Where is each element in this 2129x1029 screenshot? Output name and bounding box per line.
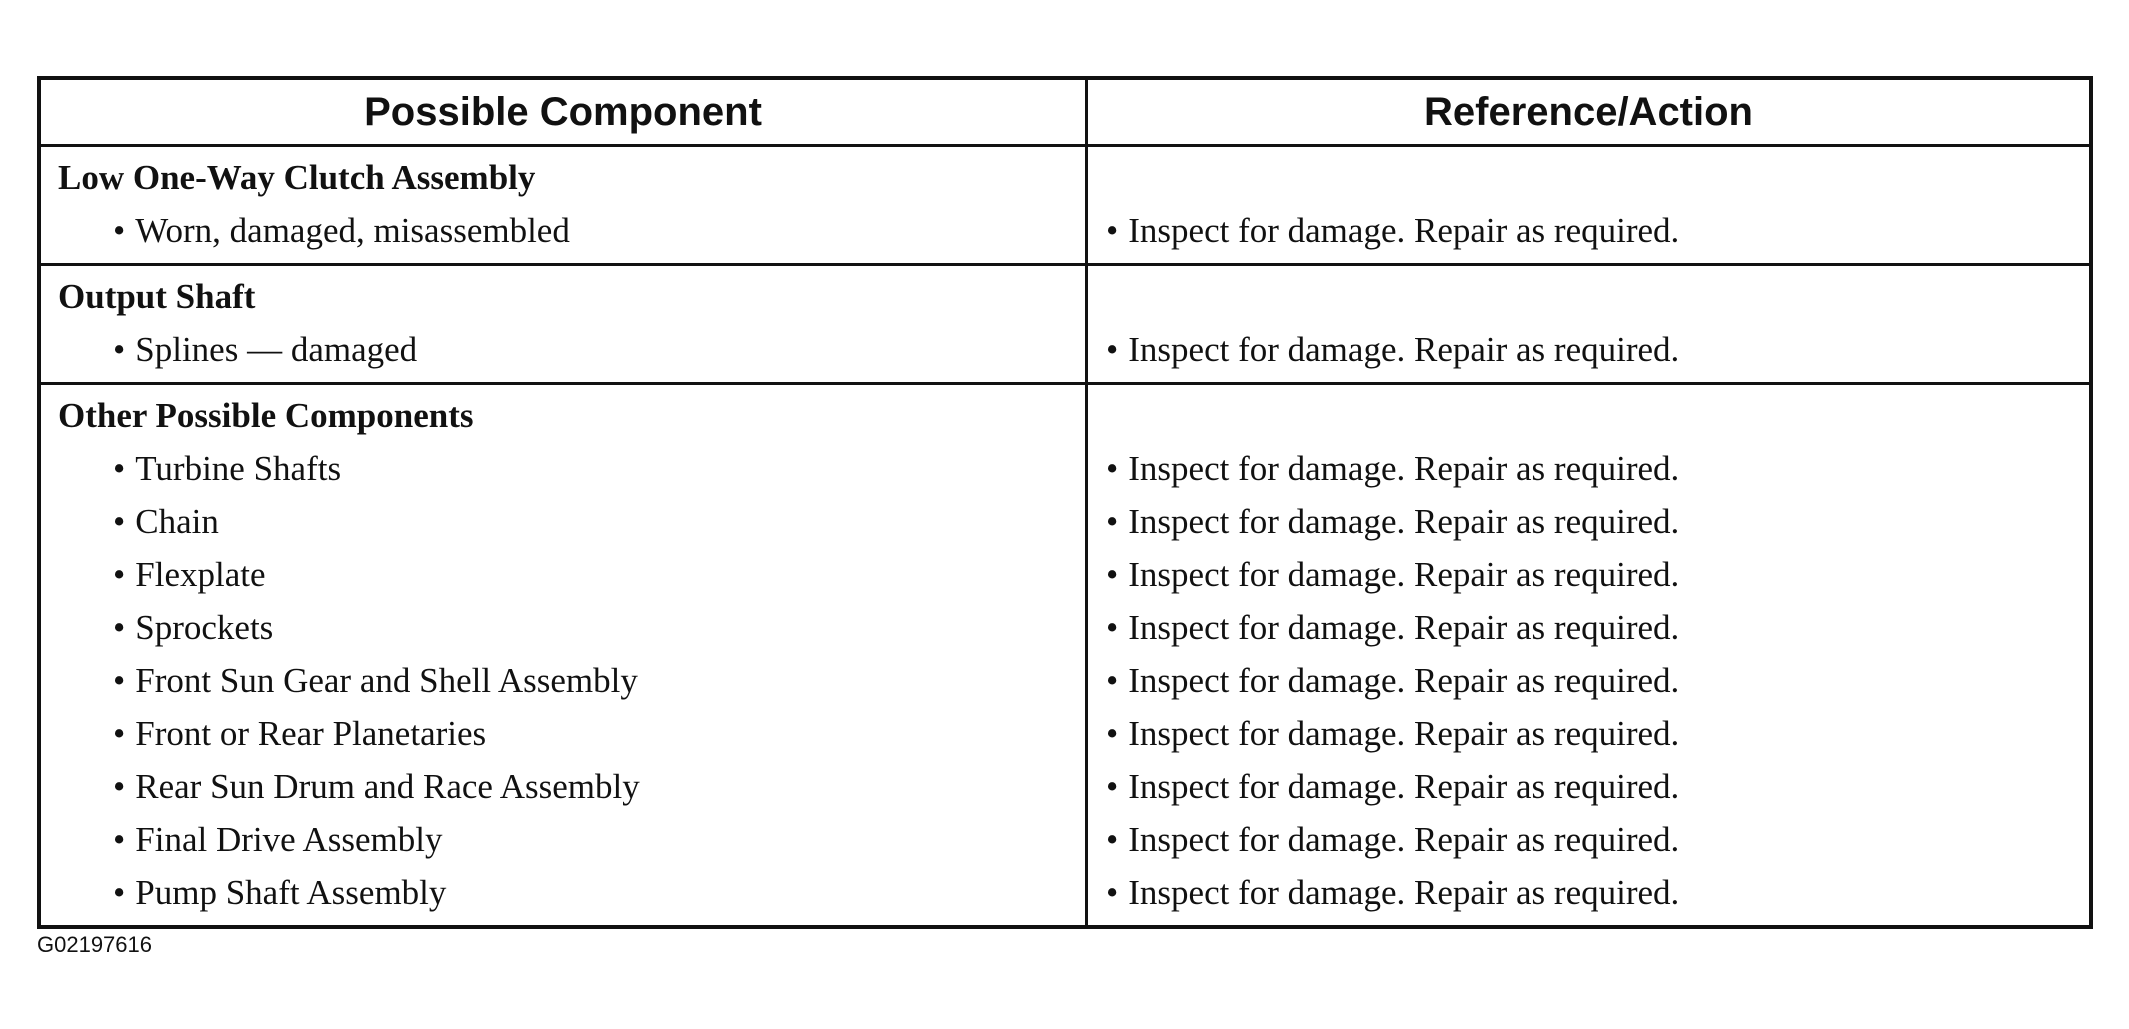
bullet-icon: • bbox=[1106, 555, 1119, 594]
bullet-icon: • bbox=[1106, 330, 1119, 369]
bullet-icon: • bbox=[113, 661, 126, 700]
header-reference-action: Reference/Action bbox=[1424, 89, 1753, 134]
section-title-spacer bbox=[1106, 270, 2089, 323]
component-text: Rear Sun Drum and Race Assembly bbox=[135, 767, 640, 806]
section-title-spacer bbox=[1106, 389, 2089, 442]
section-title-spacer bbox=[1106, 151, 2089, 204]
figure-code: G02197616 bbox=[37, 932, 152, 957]
action-cell bbox=[1088, 147, 2089, 263]
component-item bbox=[58, 866, 1085, 919]
bullet-icon: • bbox=[1106, 767, 1119, 806]
bullet-icon: • bbox=[1106, 502, 1119, 541]
component-item bbox=[58, 760, 1085, 813]
component-item bbox=[58, 442, 1085, 495]
component-text: Final Drive Assembly bbox=[135, 820, 443, 859]
action-text: Inspect for damage. Repair as required. bbox=[1128, 608, 1680, 647]
bullet-icon: • bbox=[1106, 661, 1119, 700]
action-item bbox=[1106, 866, 2089, 919]
component-text: Chain bbox=[135, 502, 219, 541]
action-item bbox=[1106, 442, 2089, 495]
header-possible-component: Possible Component bbox=[41, 80, 1088, 144]
component-item bbox=[58, 548, 1085, 601]
table-header-row bbox=[41, 80, 2089, 147]
table-section bbox=[41, 385, 2089, 925]
table-section bbox=[41, 147, 2089, 266]
action-cell bbox=[1088, 385, 2089, 925]
component-text: Flexplate bbox=[135, 555, 266, 594]
bullet-icon: • bbox=[113, 608, 126, 647]
action-item bbox=[1106, 760, 2089, 813]
bullet-icon: • bbox=[113, 767, 126, 806]
action-item bbox=[1106, 601, 2089, 654]
component-item bbox=[58, 495, 1085, 548]
table-section bbox=[41, 266, 2089, 385]
component-cell bbox=[41, 266, 1088, 382]
action-text: Inspect for damage. Repair as required. bbox=[1128, 661, 1680, 700]
action-text: Inspect for damage. Repair as required. bbox=[1128, 820, 1680, 859]
action-item bbox=[1106, 548, 2089, 601]
section-title: Output Shaft bbox=[58, 277, 256, 316]
bullet-icon: • bbox=[113, 714, 126, 753]
bullet-icon: • bbox=[113, 330, 126, 369]
component-item bbox=[58, 654, 1085, 707]
component-text: Front or Rear Planetaries bbox=[135, 714, 487, 753]
component-text: Sprockets bbox=[135, 608, 274, 647]
action-text: Inspect for damage. Repair as required. bbox=[1128, 449, 1680, 488]
bullet-icon: • bbox=[1106, 449, 1119, 488]
component-text: Worn, damaged, misassembled bbox=[135, 211, 570, 250]
section-title: Low One-Way Clutch Assembly bbox=[58, 158, 536, 197]
bullet-icon: • bbox=[1106, 608, 1119, 647]
action-item bbox=[1106, 323, 2089, 376]
action-text: Inspect for damage. Repair as required. bbox=[1128, 555, 1680, 594]
action-text: Inspect for damage. Repair as required. bbox=[1128, 330, 1680, 369]
bullet-icon: • bbox=[1106, 211, 1119, 250]
action-text: Inspect for damage. Repair as required. bbox=[1128, 767, 1680, 806]
component-item bbox=[58, 204, 1085, 257]
bullet-icon: • bbox=[1106, 820, 1119, 859]
action-item bbox=[1106, 707, 2089, 760]
diagnostic-table bbox=[37, 76, 2093, 929]
action-item bbox=[1106, 495, 2089, 548]
component-item bbox=[58, 813, 1085, 866]
component-text: Turbine Shafts bbox=[135, 449, 342, 488]
action-cell bbox=[1088, 266, 2089, 382]
table-body bbox=[41, 147, 2089, 925]
bullet-icon: • bbox=[113, 873, 126, 912]
action-text: Inspect for damage. Repair as required. bbox=[1128, 502, 1680, 541]
component-text: Pump Shaft Assembly bbox=[135, 873, 447, 912]
bullet-icon: • bbox=[113, 820, 126, 859]
component-cell bbox=[41, 385, 1088, 925]
action-item bbox=[1106, 654, 2089, 707]
action-item bbox=[1106, 813, 2089, 866]
bullet-icon: • bbox=[113, 555, 126, 594]
section-title: Other Possible Components bbox=[58, 396, 474, 435]
bullet-icon: • bbox=[1106, 873, 1119, 912]
component-text: Splines — damaged bbox=[135, 330, 418, 369]
bullet-icon: • bbox=[1106, 714, 1119, 753]
action-text: Inspect for damage. Repair as required. bbox=[1128, 211, 1680, 250]
action-item bbox=[1106, 204, 2089, 257]
bullet-icon: • bbox=[113, 211, 126, 250]
component-item bbox=[58, 601, 1085, 654]
component-item bbox=[58, 707, 1085, 760]
component-item bbox=[58, 323, 1085, 376]
bullet-icon: • bbox=[113, 449, 126, 488]
action-text: Inspect for damage. Repair as required. bbox=[1128, 714, 1680, 753]
component-cell bbox=[41, 147, 1088, 263]
bullet-icon: • bbox=[113, 502, 126, 541]
component-text: Front Sun Gear and Shell Assembly bbox=[135, 661, 638, 700]
action-text: Inspect for damage. Repair as required. bbox=[1128, 873, 1680, 912]
